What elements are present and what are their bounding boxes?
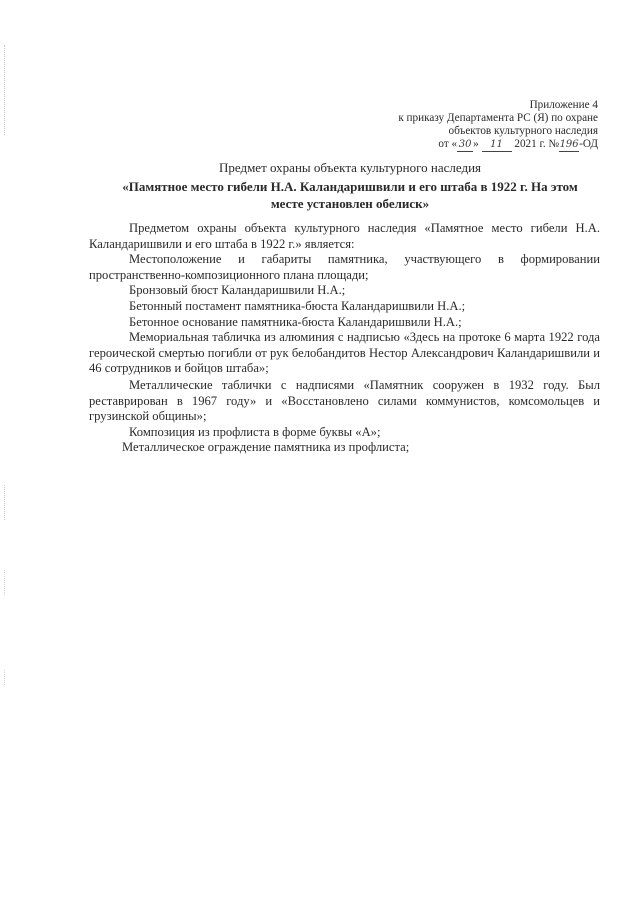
order-suffix: -ОД xyxy=(579,138,598,150)
order-number: 196 xyxy=(559,139,579,150)
list-item: Металлические таблички с надписями «Памятник сооружен в 1932 году. Был реставрирован в 1967 году» и «Восстановлено силами коммунистов, комсомольцев и грузинской общины»; xyxy=(89,377,600,424)
scan-margin-mark xyxy=(4,485,7,520)
list-item: Композиция из профлиста в форме буквы «А»; xyxy=(129,424,381,439)
date-prefix: от « xyxy=(438,138,458,150)
list-item: Мемориальная табличка из алюминия с надписью «Здесь на протоке 6 марта 1922 года героической смертью погибли от рук белобандитов Нестор Александрович Каландаришвили и 46 сотрудников и бойцов штаба»; xyxy=(89,330,600,376)
document-body xyxy=(89,221,600,456)
date-year: 2021 г. № xyxy=(514,138,560,150)
scan-margin-mark xyxy=(4,45,7,135)
paragraph-intro: Предметом охраны объекта культурного наследия «Памятное место гибели Н.А. Каландаришвили и его штаба в 1922 г.» является: xyxy=(89,221,600,251)
scan-margin-mark xyxy=(4,670,7,685)
document-subtitle: «Памятное место гибели Н.А. Каландаришвили и его штаба в 1922 г. На этом месте установлен обелиск» xyxy=(122,179,578,211)
appendix-date-line xyxy=(338,138,598,152)
date-day: 30 xyxy=(458,139,472,150)
appendix-header xyxy=(338,99,598,152)
list-item: Металлическое ограждение памятника из профлиста; xyxy=(122,440,410,455)
appendix-line-3: объектов культурного наследия xyxy=(448,125,598,137)
list-item: Местоположение и габариты памятника, участвующего в формировании пространственно-композиционного плана площади; xyxy=(89,252,600,282)
appendix-line-1: Приложение 4 xyxy=(529,99,598,111)
list-item: Бетонный постамент памятника-бюста Каландаришвили Н.А.; xyxy=(129,298,466,313)
date-month: 11 xyxy=(482,138,512,152)
date-mid: » xyxy=(473,138,479,150)
list-item: Бетонное основание памятника-бюста Каландаришвили Н.А.; xyxy=(129,314,462,329)
list-item: Бронзовый бюст Каландаришвили Н.А.; xyxy=(129,283,346,298)
scan-margin-mark xyxy=(4,570,7,595)
document-title: Предмет охраны объекта культурного наследия xyxy=(218,160,482,175)
appendix-line-2: к приказу Департамента РС (Я) по охране xyxy=(398,112,598,124)
